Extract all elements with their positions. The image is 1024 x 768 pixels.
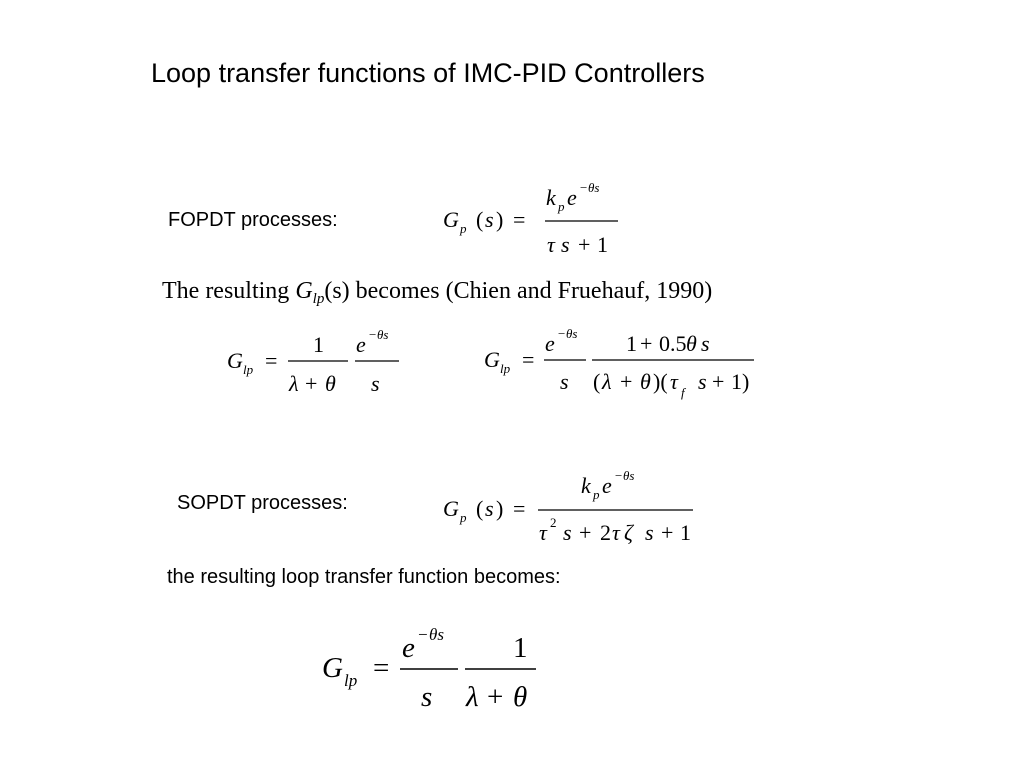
svg-text:s: s [561,232,570,257]
svg-text:s: s [485,496,494,521]
svg-text:0.5: 0.5 [659,331,687,356]
result-sentence [162,276,712,314]
svg-text:λ: λ [602,369,612,394]
svg-text:): ) [496,207,504,232]
svg-text:e: e [356,332,366,357]
svg-text:+: + [620,369,633,394]
svg-text:−: − [558,326,566,341]
svg-text:1: 1 [626,331,637,356]
svg-text:s: s [421,681,433,713]
svg-text:)(: )( [653,369,668,394]
svg-text:θ: θ [325,371,336,396]
svg-text:+: + [579,520,592,545]
fopdt-loop-equation-2 [482,323,762,405]
svg-text:s: s [560,369,569,394]
svg-text:f: f [681,385,685,400]
result-prefix: The resulting [162,278,290,304]
svg-text:s: s [698,369,707,394]
svg-text:lp: lp [344,671,358,690]
svg-text:=: = [265,348,278,373]
svg-text:e: e [402,632,415,664]
svg-text:=: = [522,347,535,372]
svg-text:(: ( [476,496,484,521]
svg-text:θs: θs [623,468,635,483]
svg-text:G: G [443,496,459,521]
svg-text:θs: θs [429,625,444,644]
svg-text:−: − [369,327,377,342]
svg-text:θs: θs [566,326,578,341]
result-g-symbol: G [295,278,313,304]
svg-text:+: + [305,371,318,396]
sopdt-loop-equation [320,620,545,720]
svg-text:1): 1) [731,369,750,394]
result-lp-subscript: lp [312,291,325,307]
sopdt-process-equation [440,463,705,548]
svg-text:s: s [563,520,572,545]
sopdt-label: SOPDT processes: [177,492,348,514]
svg-text:p: p [460,221,467,236]
svg-text:ζ: ζ [624,520,633,545]
svg-text:λ: λ [466,681,479,713]
svg-text:+: + [661,520,674,545]
svg-text:=: = [513,207,526,232]
svg-text:+: + [487,681,504,713]
svg-text:τ: τ [539,520,547,545]
svg-text:p: p [460,510,467,525]
fopdt-loop-equation-1 [225,325,410,405]
svg-text:p: p [558,199,565,214]
svg-text:−: − [615,468,623,483]
svg-text:1: 1 [597,232,608,257]
slide-title: Loop transfer functions of IMC-PID Controllers [151,58,705,88]
svg-text:θ: θ [640,369,651,394]
svg-text:τ: τ [547,232,555,257]
svg-text:=: = [373,652,390,684]
svg-text:θ: θ [686,331,697,356]
svg-text:1: 1 [680,520,691,545]
svg-text:s: s [371,371,380,396]
svg-text:(: ( [476,207,484,232]
svg-text:+: + [712,369,725,394]
svg-text:+: + [640,331,653,356]
svg-text:lp: lp [243,362,254,377]
result-suffix: becomes (Chien and Fruehauf, 1990) [355,278,713,304]
svg-text:θ: θ [513,681,528,713]
svg-text:τ: τ [612,520,620,545]
svg-text:G: G [443,207,459,232]
svg-text:+: + [578,232,591,257]
svg-text:θs: θs [588,180,600,195]
svg-text:e: e [602,473,612,498]
sopdt-result-label: the resulting loop transfer function becomes: [167,566,561,588]
svg-text:e: e [567,185,577,210]
svg-text:k: k [546,185,556,210]
svg-text:(: ( [593,369,601,394]
svg-text:): ) [496,496,504,521]
svg-text:p: p [593,487,600,502]
svg-text:−: − [418,625,428,644]
svg-text:=: = [513,496,526,521]
svg-text:k: k [581,473,591,498]
svg-text:λ: λ [289,371,299,396]
svg-text:2: 2 [550,515,557,530]
svg-text:G: G [484,347,500,372]
svg-text:θs: θs [377,327,389,342]
fopdt-label: FOPDT processes: [168,209,338,231]
svg-text:τ: τ [670,369,678,394]
svg-text:2: 2 [600,520,611,545]
svg-text:1: 1 [313,332,324,357]
svg-text:e: e [545,331,555,356]
svg-text:s: s [485,207,494,232]
svg-text:s: s [645,520,654,545]
fopdt-process-equation [440,175,630,260]
result-arg: (s) [324,278,350,304]
svg-text:s: s [701,331,710,356]
svg-text:G: G [227,348,243,373]
svg-text:G: G [322,652,343,684]
svg-text:1: 1 [513,632,528,664]
svg-text:−: − [580,180,588,195]
svg-text:lp: lp [500,361,511,376]
